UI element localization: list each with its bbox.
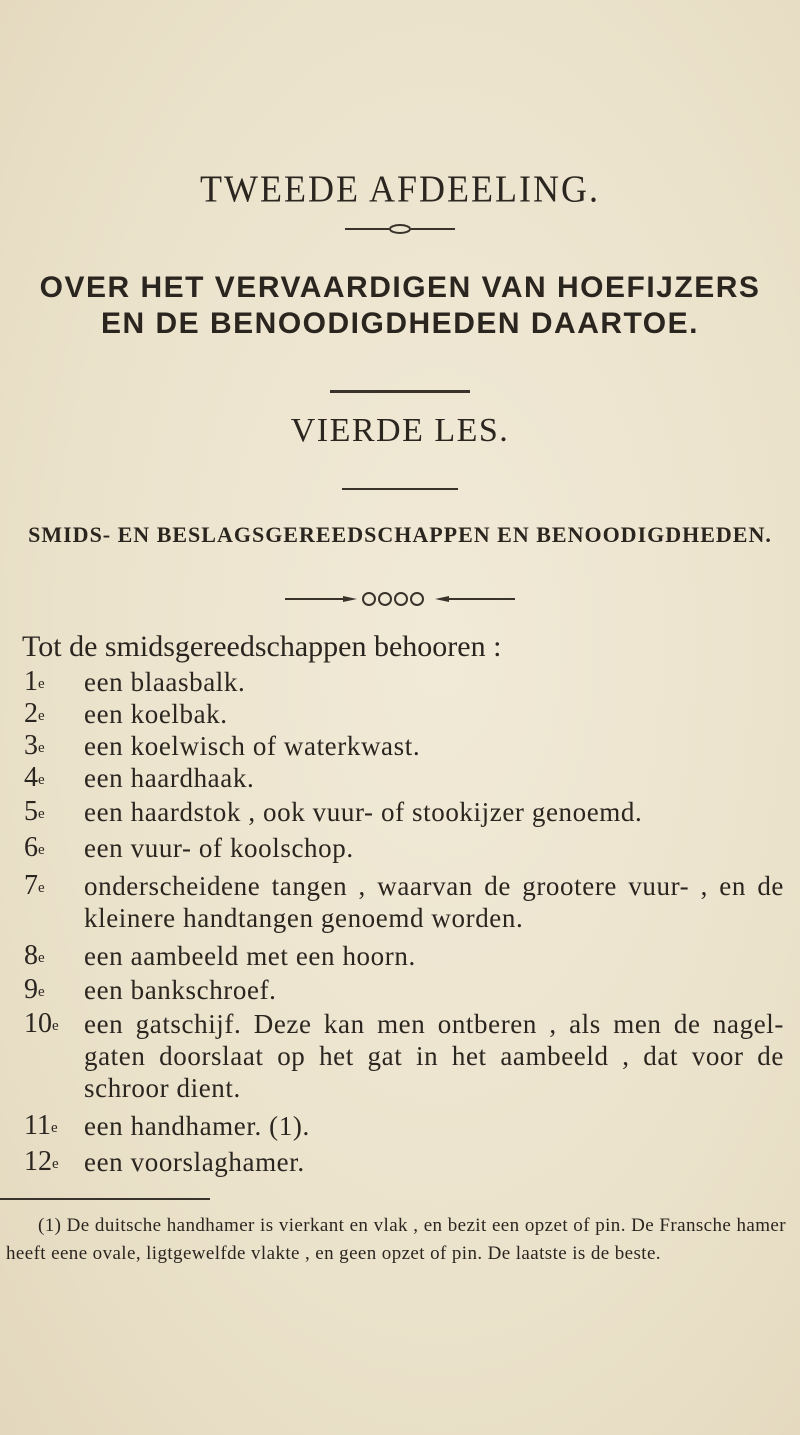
item-text: een koelwisch of waterkwast. <box>84 731 421 761</box>
intro-text: Tot de smidsgereedschappen behooren : <box>22 630 502 663</box>
item-text: een aambeeld met een hoorn. <box>84 941 416 971</box>
item-number: 6e <box>24 832 45 863</box>
item-text: een handhamer. (1). <box>84 1111 310 1141</box>
item-number: 11e <box>24 1110 58 1141</box>
item-text: een voorslaghamer. <box>84 1147 305 1177</box>
item-text: onderscheidene tangen , waarvan de grootere vuur- , en de kleinere handtangen genoemd worden. <box>84 871 784 933</box>
item-text: een gatschijf. Deze kan men ontberen , als men de nagel- gaten doorslaat op het gat in het aambeeld , dat voor de schroor dient. <box>84 1009 784 1103</box>
ornament-divider-1 <box>345 222 455 236</box>
subtitle-line-1: OVER HET VERVAARDIGEN VAN HOEFIJZERS <box>39 271 761 304</box>
item-number: 7e <box>24 870 45 901</box>
divider-rule-1 <box>330 390 470 393</box>
item-text: een koelbak. <box>84 699 228 729</box>
divider-rule-2 <box>342 488 458 490</box>
item-text: een haardstok , ook vuur- of stookijzer genoemd. <box>84 797 643 827</box>
item-number: 5e <box>24 796 45 827</box>
item-number: 12e <box>24 1146 59 1177</box>
footnote-text: (1) De duitsche handhamer is vierkant en vlak , en bezit een opzet of pin. De Fransche hamer heeft eene ovale, ligtgewelfde vlakte , en geen opzet of pin. De laatste is de beste. <box>6 1215 786 1264</box>
item-number: 4e <box>24 762 45 793</box>
item-text: een bankschroef. <box>84 975 277 1005</box>
item-text: een blaasbalk. <box>84 667 246 697</box>
item-number: 2e <box>24 698 45 729</box>
footnote-rule <box>0 1198 210 1200</box>
item-number: 10e <box>24 1008 59 1039</box>
item-number: 3e <box>24 730 45 761</box>
ornament-divider-2 <box>285 590 515 608</box>
section-heading: SMIDS- EN BESLAGSGEREEDSCHAPPEN EN BENOODIGDHEDEN. <box>28 522 772 547</box>
subtitle-line-2: EN DE BENOODIGDHEDEN DAARTOE. <box>100 307 699 340</box>
item-number: 9e <box>24 974 45 1005</box>
item-number: 1e <box>24 666 45 697</box>
item-number: 8e <box>24 940 45 971</box>
item-text: een vuur- of koolschop. <box>84 833 354 863</box>
page-heading: TWEEDE AFDEELING. <box>200 167 600 211</box>
item-text: een haardhaak. <box>84 763 255 793</box>
lesson-heading: VIERDE LES. <box>290 412 510 449</box>
